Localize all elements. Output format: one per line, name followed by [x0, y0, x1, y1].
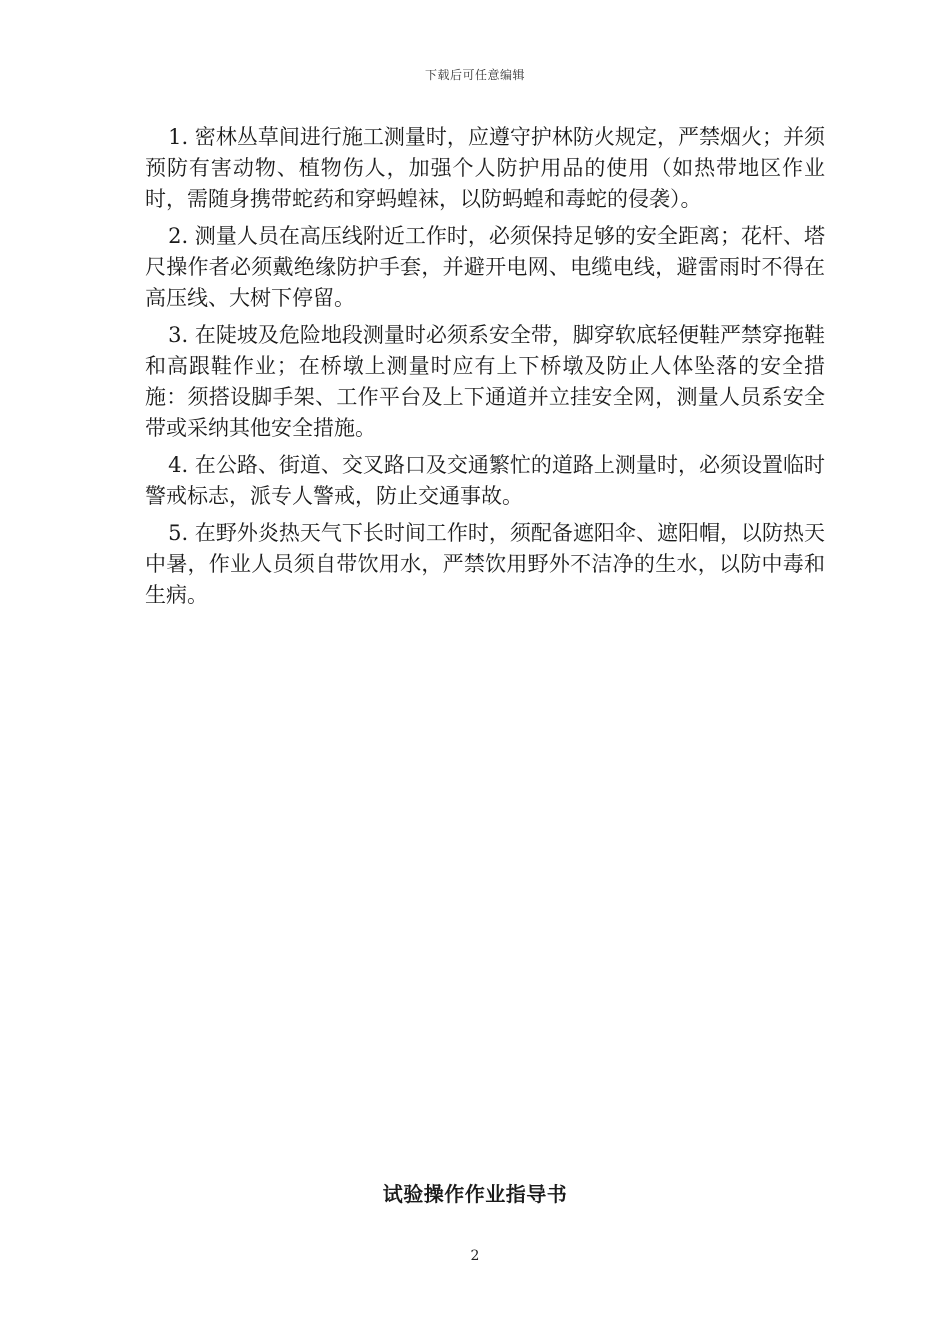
paragraph-2: 2. 测量人员在高压线附近工作时，必须保持足够的安全距离；花杆、塔尺操作者必须戴绝缘防护手套，并避开电网、电缆电线，避雷雨时不得在高压线、大树下停留。: [145, 224, 825, 310]
paragraph-4: 4. 在公路、街道、交叉路口及交通繁忙的道路上测量时，必须设置临时警戒标志，派专人警戒，防止交通事故。: [145, 453, 825, 508]
paragraph-1: 1. 密林丛草间进行施工测量时，应遵守护林防火规定，严禁烟火；并须预防有害动物、植物伤人，加强个人防护用品的使用（如热带地区作业时，需随身携带蛇药和穿蚂蝗袜，以防蚂蝗和毒蛇的侵袭）。: [145, 125, 825, 211]
paragraph-3: 3. 在陡坡及危险地段测量时必须系安全带，脚穿软底轻便鞋严禁穿拖鞋和高跟鞋作业；在桥墩上测量时应有上下桥墩及防止人体坠落的安全措施：须搭设脚手架、工作平台及上下通道并立挂安全网，测量人员系安全带或采纳其他安全措施。: [145, 323, 825, 440]
section-title: 试验操作作业指导书: [382, 1182, 568, 1206]
page-header-note: 下载后可任意编辑: [424, 68, 525, 82]
body-text: [145, 122, 825, 617]
page-number: 2: [470, 1248, 480, 1264]
paragraph-5: 5. 在野外炎热天气下长时间工作时，须配备遮阳伞、遮阳帽，以防热天中暑，作业人员须自带饮用水，严禁饮用野外不洁净的生水，以防中毒和生病。: [145, 521, 825, 607]
